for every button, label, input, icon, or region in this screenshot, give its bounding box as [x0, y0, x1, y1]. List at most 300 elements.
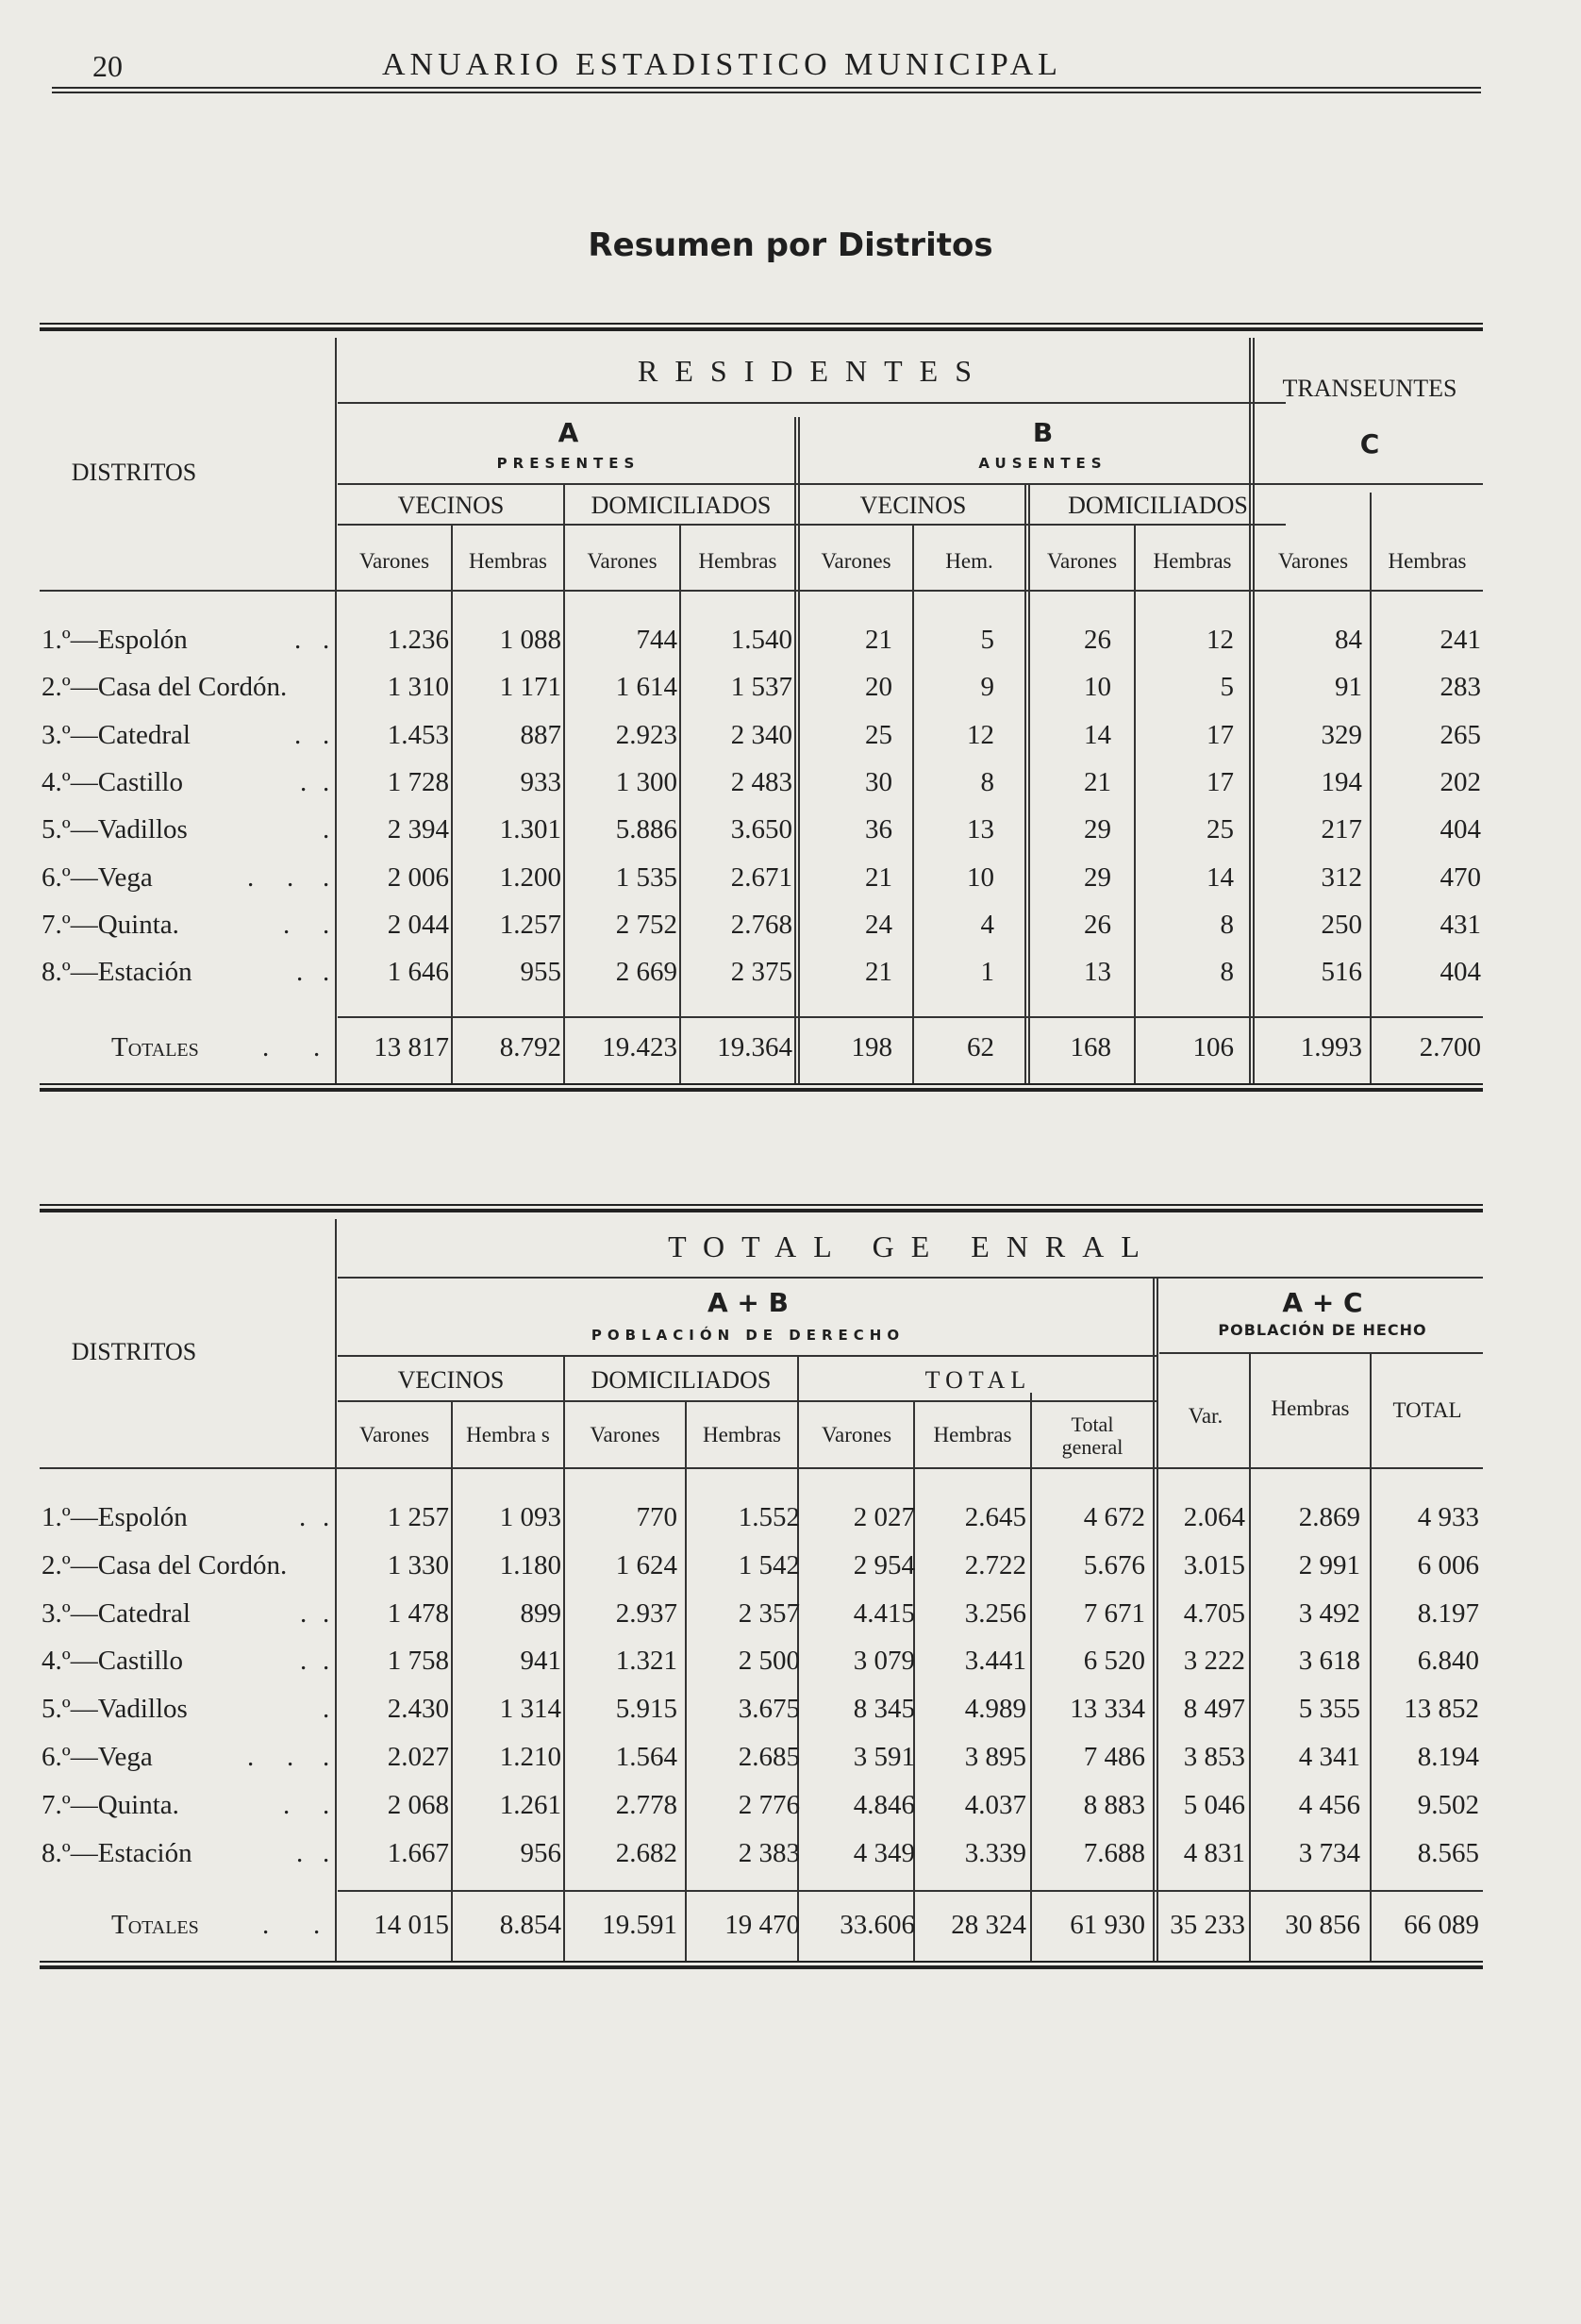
- table-cell: 21: [865, 861, 892, 893]
- leader-dot: .: [287, 861, 294, 893]
- table-cell: 194: [1321, 766, 1362, 797]
- leader-dot: .: [287, 1742, 294, 1772]
- leader-dot: .: [299, 1502, 307, 1532]
- table-cell: 2 483: [730, 766, 792, 797]
- table-bottom-rule: [40, 1961, 1483, 1969]
- leader-dot: .: [262, 1032, 270, 1062]
- leader-dot: .: [323, 909, 330, 940]
- district-name: 7.º—Quinta.: [42, 909, 179, 940]
- table-cell: 470: [1440, 861, 1481, 893]
- group-ac-label: POBLACIÓN DE HECHO: [1218, 1321, 1427, 1339]
- table-cell: 202: [1440, 766, 1481, 797]
- table-cell: 899: [520, 1597, 561, 1629]
- table-cell: 13 852: [1404, 1694, 1479, 1725]
- table-cell: 1 257: [387, 1502, 449, 1532]
- column-label: Hembras: [933, 1423, 1012, 1446]
- table-cell: 3 618: [1298, 1646, 1360, 1677]
- leader-dot: .: [323, 814, 330, 845]
- table-cell: 2 394: [387, 814, 449, 845]
- table-cell: 9: [980, 672, 994, 703]
- leader-dot: .: [313, 1032, 321, 1062]
- table-cell: 4 349: [853, 1837, 915, 1868]
- rule: [338, 402, 1286, 404]
- table-cell: 2 954: [853, 1549, 915, 1580]
- table-cell: 2.937: [615, 1597, 677, 1629]
- table-cell: 516: [1321, 957, 1362, 988]
- table-cell: 2 044: [387, 909, 449, 940]
- table-cell: 3 591: [853, 1742, 915, 1772]
- table-cell: 1.210: [499, 1742, 561, 1772]
- district-name: 5.º—Vadillos: [42, 814, 188, 845]
- column-label: Hembra s: [466, 1423, 550, 1446]
- table-cell: 10: [1084, 672, 1111, 703]
- totals-cell: 35 233: [1170, 1910, 1245, 1940]
- table-cell: 25: [1207, 814, 1234, 845]
- leader-dot: .: [323, 766, 330, 797]
- table-cell: 8.194: [1417, 1742, 1479, 1772]
- table-cell: 10: [967, 861, 994, 893]
- leader-dot: .: [283, 909, 291, 940]
- column-label: Varones: [590, 1423, 660, 1446]
- totals-label: Totales: [111, 1910, 199, 1940]
- table-cell: 6 006: [1417, 1549, 1479, 1580]
- table-cell: 2 027: [853, 1502, 915, 1532]
- leader-dot: .: [296, 1837, 304, 1868]
- table-cell: 1 310: [387, 672, 449, 703]
- totals-cell: 19.364: [717, 1032, 792, 1062]
- transeuntes-heading: TRANSEUNTES: [1282, 375, 1457, 402]
- table-cell: 329: [1321, 719, 1362, 750]
- district-name: 8.º—Estación: [42, 1837, 192, 1868]
- table-cell: 8: [1220, 957, 1234, 988]
- table-cell: 2.923: [615, 719, 677, 750]
- table-cell: 3.441: [964, 1646, 1026, 1677]
- table-bottom-rule: [40, 1083, 1483, 1092]
- rule: [913, 1400, 915, 1961]
- table-cell: 2 357: [738, 1597, 800, 1629]
- totals-cell: 19.591: [602, 1910, 677, 1940]
- totals-cell: 1.993: [1300, 1032, 1362, 1062]
- leader-dot: .: [294, 719, 302, 750]
- totals-cell: 19 470: [724, 1910, 800, 1940]
- table-cell: 5 355: [1298, 1694, 1360, 1725]
- table-cell: 8: [1220, 909, 1234, 940]
- totals-cell: 61 930: [1070, 1910, 1145, 1940]
- totals-cell: 28 324: [951, 1910, 1026, 1940]
- totals-cell: 14 015: [374, 1910, 449, 1940]
- table-cell: 1 171: [499, 672, 561, 703]
- table-cell: 21: [1084, 766, 1111, 797]
- table-cell: 84: [1335, 625, 1362, 655]
- rule: [685, 1400, 687, 1961]
- table-cell: 2.682: [615, 1837, 677, 1868]
- column-label: Hembras: [702, 1423, 782, 1446]
- table-cell: 217: [1321, 814, 1362, 845]
- table-cell: 2.671: [730, 861, 792, 893]
- table-cell: 1 728: [387, 766, 449, 797]
- leader-dot: .: [323, 1694, 330, 1725]
- group-ac-letters: A + C: [1282, 1287, 1363, 1318]
- table-cell: 2 006: [387, 861, 449, 893]
- leader-dot: .: [300, 766, 308, 797]
- leader-dot: .: [323, 861, 330, 893]
- leader-dot: .: [323, 1646, 330, 1677]
- column-label: Var.: [1188, 1404, 1223, 1428]
- rule: [679, 524, 681, 1083]
- table-cell: 2 383: [738, 1837, 800, 1868]
- table-cell: 4.705: [1183, 1597, 1245, 1629]
- table-cell: 1.261: [499, 1789, 561, 1820]
- table-cell: 29: [1084, 814, 1111, 845]
- table-cell: 8 883: [1083, 1789, 1145, 1820]
- table-cell: 1 535: [615, 861, 677, 893]
- totals-cell: 8.792: [499, 1032, 561, 1062]
- group-ab-letters: A + B: [707, 1287, 789, 1318]
- column-label: Hembras: [1153, 549, 1232, 573]
- leader-dot: .: [300, 1646, 308, 1677]
- distritos-heading: DISTRITOS: [71, 1338, 197, 1365]
- table-cell: 14: [1084, 719, 1111, 750]
- column-label: Varones: [821, 1423, 892, 1446]
- table-cell: 2.869: [1298, 1502, 1360, 1532]
- column-label: Varones: [587, 549, 657, 573]
- table-cell: 1.257: [499, 909, 561, 940]
- district-name: 5.º—Vadillos: [42, 1694, 188, 1725]
- table-cell: 3.015: [1183, 1549, 1245, 1580]
- header-rule: [52, 92, 1481, 93]
- table-cell: 1 624: [615, 1549, 677, 1580]
- totals-cell: 62: [967, 1032, 994, 1062]
- table-cell: 29: [1084, 861, 1111, 893]
- table-cell: 250: [1321, 909, 1362, 940]
- table-cell: 12: [1207, 625, 1234, 655]
- district-name: 6.º—Vega: [42, 861, 153, 893]
- table-cell: 265: [1440, 719, 1481, 750]
- group-b-letter: B: [1032, 417, 1054, 448]
- table-cell: 1 093: [499, 1502, 561, 1532]
- table-top-rule: [40, 323, 1483, 331]
- totals-cell: 30 856: [1285, 1910, 1360, 1940]
- table-cell: 431: [1440, 909, 1481, 940]
- totals-cell: 19.423: [602, 1032, 677, 1062]
- table-cell: 8: [980, 766, 994, 797]
- table-cell: 1 758: [387, 1646, 449, 1677]
- table-cell: 744: [636, 625, 677, 655]
- table-cell: 2.722: [964, 1549, 1026, 1580]
- table-cell: 1.200: [499, 861, 561, 893]
- district-name: 8.º—Estación: [42, 957, 192, 988]
- leader-dot: .: [323, 1742, 330, 1772]
- table-cell: 2.064: [1183, 1502, 1245, 1532]
- table-cell: 91: [1335, 672, 1362, 703]
- district-name: 2.º—Casa del Cordón.: [42, 1549, 288, 1580]
- leader-dot: .: [323, 1502, 330, 1532]
- table-cell: 2.768: [730, 909, 792, 940]
- table-cell: 1 542: [738, 1549, 800, 1580]
- table-cell: 26: [1084, 909, 1111, 940]
- table-cell: 2.027: [387, 1742, 449, 1772]
- table-cell: 3.675: [738, 1694, 800, 1725]
- table-cell: 3 222: [1183, 1646, 1245, 1677]
- district-name: 7.º—Quinta.: [42, 1789, 179, 1820]
- table-cell: 5: [1220, 672, 1234, 703]
- table-cell: 5.886: [615, 814, 677, 845]
- table-cell: 4 831: [1183, 1837, 1245, 1868]
- table-cell: 4 341: [1298, 1742, 1360, 1772]
- table-cell: 36: [865, 814, 892, 845]
- table-cell: 1.453: [387, 719, 449, 750]
- table-cell: 2 991: [1298, 1549, 1360, 1580]
- column-label: Hembras: [468, 549, 548, 573]
- total-general-heading: TOTAL GE ENRAL: [668, 1229, 1157, 1263]
- rule: [1134, 524, 1136, 1083]
- table-cell: 6.840: [1417, 1646, 1479, 1677]
- leader-dot: .: [262, 1910, 270, 1940]
- table-cell: 312: [1321, 861, 1362, 893]
- table-cell: 933: [520, 766, 561, 797]
- district-name: 3.º—Catedral: [42, 719, 191, 750]
- domiciliados-a-heading: DOMICILIADOS: [591, 492, 772, 519]
- table-cell: 12: [967, 719, 994, 750]
- leader-dot: .: [323, 957, 330, 988]
- table-cell: 4.415: [853, 1597, 915, 1629]
- domiciliados-b-heading: DOMICILIADOS: [1068, 492, 1248, 519]
- table-cell: 4 456: [1298, 1789, 1360, 1820]
- district-name: 4.º—Castillo: [42, 1646, 183, 1677]
- leader-dot: .: [323, 1837, 330, 1868]
- column-label: Varones: [1046, 549, 1118, 573]
- residentes-table: [40, 323, 1483, 1106]
- column-label: Hembras: [698, 549, 777, 573]
- table-cell: 3 079: [853, 1646, 915, 1677]
- header-bottom-rule: [40, 590, 1483, 592]
- table-cell: 7 486: [1083, 1742, 1145, 1772]
- table-cell: 3 492: [1298, 1597, 1360, 1629]
- table-cell: 3 895: [964, 1742, 1026, 1772]
- district-name: 2.º—Casa del Cordón.: [42, 672, 288, 703]
- table-cell: 2.430: [387, 1694, 449, 1725]
- table-cell: 9.502: [1417, 1789, 1479, 1820]
- table-cell: 3 734: [1298, 1837, 1360, 1868]
- table-cell: 283: [1440, 672, 1481, 703]
- table-cell: 887: [520, 719, 561, 750]
- table-cell: 3 853: [1183, 1742, 1245, 1772]
- table-cell: 1 478: [387, 1597, 449, 1629]
- table-cell: 4.846: [853, 1789, 915, 1820]
- table-cell: 2 500: [738, 1646, 800, 1677]
- table-cell: 8.565: [1417, 1837, 1479, 1868]
- table-cell: 3.256: [964, 1597, 1026, 1629]
- table-cell: 7 671: [1083, 1597, 1145, 1629]
- leader-dot: .: [323, 1789, 330, 1820]
- group-c-letter: C: [1359, 428, 1380, 460]
- table-cell: 1.180: [499, 1549, 561, 1580]
- totals-cell: 33.606: [840, 1910, 915, 1940]
- table-cell: 8 345: [853, 1694, 915, 1725]
- totals-cell: 198: [851, 1032, 892, 1062]
- table-cell: 6 520: [1083, 1646, 1145, 1677]
- table-cell: 24: [865, 909, 892, 940]
- table-cell: 2 340: [730, 719, 792, 750]
- table-cell: 4.037: [964, 1789, 1026, 1820]
- table-cell: 5 046: [1183, 1789, 1245, 1820]
- table-cell: 13 334: [1070, 1694, 1145, 1725]
- table-cell: 241: [1440, 625, 1481, 655]
- table-cell: 26: [1084, 625, 1111, 655]
- table-top-rule: [40, 1204, 1483, 1212]
- table-cell: 1.667: [387, 1837, 449, 1868]
- table-cell: 1.564: [615, 1742, 677, 1772]
- totals-label: Totales: [111, 1032, 199, 1062]
- header-rule: [52, 87, 1481, 89]
- column-label: Varones: [358, 1423, 430, 1446]
- rule: [338, 524, 1286, 526]
- column-label: Total general: [1061, 1413, 1123, 1459]
- table-cell: 4 933: [1417, 1502, 1479, 1532]
- table-cell: 404: [1440, 814, 1481, 845]
- table-cell: 2 375: [730, 957, 792, 988]
- table-cell: 941: [520, 1646, 561, 1677]
- group-a-label: PRESENTES: [496, 455, 641, 472]
- column-label: Varones: [1277, 549, 1349, 573]
- table-cell: 5: [980, 625, 994, 655]
- table-cell: 4.989: [964, 1694, 1026, 1725]
- total-general-table: [40, 1204, 1483, 1987]
- leader-dot: .: [247, 861, 255, 893]
- table-cell: 3.650: [730, 814, 792, 845]
- rule: [338, 1277, 1483, 1279]
- column-label: Hembras: [1388, 549, 1467, 573]
- table-cell: 3.339: [964, 1837, 1026, 1868]
- group-a-letter: A: [558, 417, 579, 448]
- table-cell: 2 068: [387, 1789, 449, 1820]
- column-label: Hem.: [945, 549, 993, 573]
- totals-cell: 168: [1070, 1032, 1111, 1062]
- table-cell: 1: [980, 957, 994, 988]
- district-name: 3.º—Catedral: [42, 1597, 191, 1629]
- distritos-heading: DISTRITOS: [71, 459, 197, 486]
- table-cell: 2 669: [615, 957, 677, 988]
- table-cell: 21: [865, 625, 892, 655]
- table-cell: 7.688: [1083, 1837, 1145, 1868]
- totals-cell: 66 089: [1404, 1910, 1479, 1940]
- rule: [912, 524, 914, 1083]
- table-cell: 1.301: [499, 814, 561, 845]
- table-cell: 8.197: [1417, 1597, 1479, 1629]
- total-heading: TOTAL: [924, 1366, 1032, 1394]
- group-ab-label: POBLACIÓN DE DERECHO: [591, 1327, 906, 1344]
- column-label: TOTAL: [1392, 1398, 1462, 1422]
- table-cell: 1 088: [499, 625, 561, 655]
- totals-cell: 8.854: [499, 1910, 561, 1940]
- vecinos-b-heading: VECINOS: [859, 492, 967, 519]
- district-name: 4.º—Castillo: [42, 766, 183, 797]
- rule: [1159, 1352, 1483, 1354]
- rule: [451, 524, 453, 1083]
- table-cell: 1 300: [615, 766, 677, 797]
- column-label: Varones: [821, 549, 891, 573]
- leader-dot: .: [294, 625, 302, 655]
- table-cell: 1 330: [387, 1549, 449, 1580]
- rule: [338, 1355, 1157, 1357]
- column-label: Hembras: [1271, 1396, 1350, 1420]
- table-cell: 1 537: [730, 672, 792, 703]
- rule: [451, 1400, 453, 1961]
- table-cell: 13: [967, 814, 994, 845]
- vecinos-heading: VECINOS: [397, 1366, 505, 1394]
- group-b-label: AUSENTES: [978, 455, 1107, 472]
- leader-dot: .: [283, 1789, 291, 1820]
- table-cell: 2.778: [615, 1789, 677, 1820]
- table-cell: 955: [520, 957, 561, 988]
- totals-cell: 2.700: [1419, 1032, 1481, 1062]
- table-cell: 956: [520, 1837, 561, 1868]
- table-cell: 17: [1207, 766, 1234, 797]
- leader-dot: .: [313, 1910, 321, 1940]
- table-cell: 5.915: [615, 1694, 677, 1725]
- district-name: 1.º—Espolón: [42, 625, 188, 655]
- table-cell: 2.645: [964, 1502, 1026, 1532]
- leader-dot: .: [296, 957, 304, 988]
- totals-rule: [338, 1016, 1483, 1018]
- leader-dot: .: [247, 1742, 255, 1772]
- leader-dot: .: [300, 1597, 308, 1629]
- table-cell: 2 776: [738, 1789, 800, 1820]
- table-cell: 404: [1440, 957, 1481, 988]
- page-number: 20: [92, 49, 123, 83]
- leader-dot: .: [323, 1597, 330, 1629]
- table-cell: 4: [980, 909, 994, 940]
- table-cell: 2.685: [738, 1742, 800, 1772]
- header-bottom-rule: [40, 1467, 1483, 1469]
- table-cell: 1 314: [499, 1694, 561, 1725]
- table-cell: 1 614: [615, 672, 677, 703]
- running-title: ANUARIO ESTADISTICO MUNICIPAL: [382, 47, 1062, 82]
- table-cell: 14: [1207, 861, 1234, 893]
- column-label: Varones: [358, 549, 430, 573]
- table-cell: 8 497: [1183, 1694, 1245, 1725]
- rule: [1254, 483, 1483, 485]
- totals-cell: 13 817: [374, 1032, 449, 1062]
- table-cell: 21: [865, 957, 892, 988]
- table-cell: 1.236: [387, 625, 449, 655]
- rule: [338, 483, 1286, 485]
- table-cell: 20: [865, 672, 892, 703]
- table-cell: 1.552: [738, 1502, 800, 1532]
- table-cell: 17: [1207, 719, 1234, 750]
- page-title: Resumen por Distritos: [588, 226, 993, 264]
- table-cell: 25: [865, 719, 892, 750]
- table-cell: 4 672: [1083, 1502, 1145, 1532]
- district-name: 1.º—Espolón: [42, 1502, 188, 1532]
- residentes-heading: RESIDENTES: [638, 354, 989, 388]
- leader-dot: .: [323, 719, 330, 750]
- rule: [338, 1400, 1157, 1402]
- table-cell: 2 752: [615, 909, 677, 940]
- table-cell: 1.540: [730, 625, 792, 655]
- totals-rule: [338, 1890, 1483, 1892]
- vecinos-a-heading: VECINOS: [397, 492, 505, 519]
- table-cell: 1.321: [615, 1646, 677, 1677]
- domiciliados-heading: DOMICILIADOS: [591, 1366, 772, 1394]
- table-cell: 770: [636, 1502, 677, 1532]
- table-cell: 5.676: [1083, 1549, 1145, 1580]
- totals-cell: 106: [1192, 1032, 1234, 1062]
- leader-dot: .: [323, 625, 330, 655]
- district-name: 6.º—Vega: [42, 1742, 153, 1772]
- table-cell: 13: [1084, 957, 1111, 988]
- table-cell: 30: [865, 766, 892, 797]
